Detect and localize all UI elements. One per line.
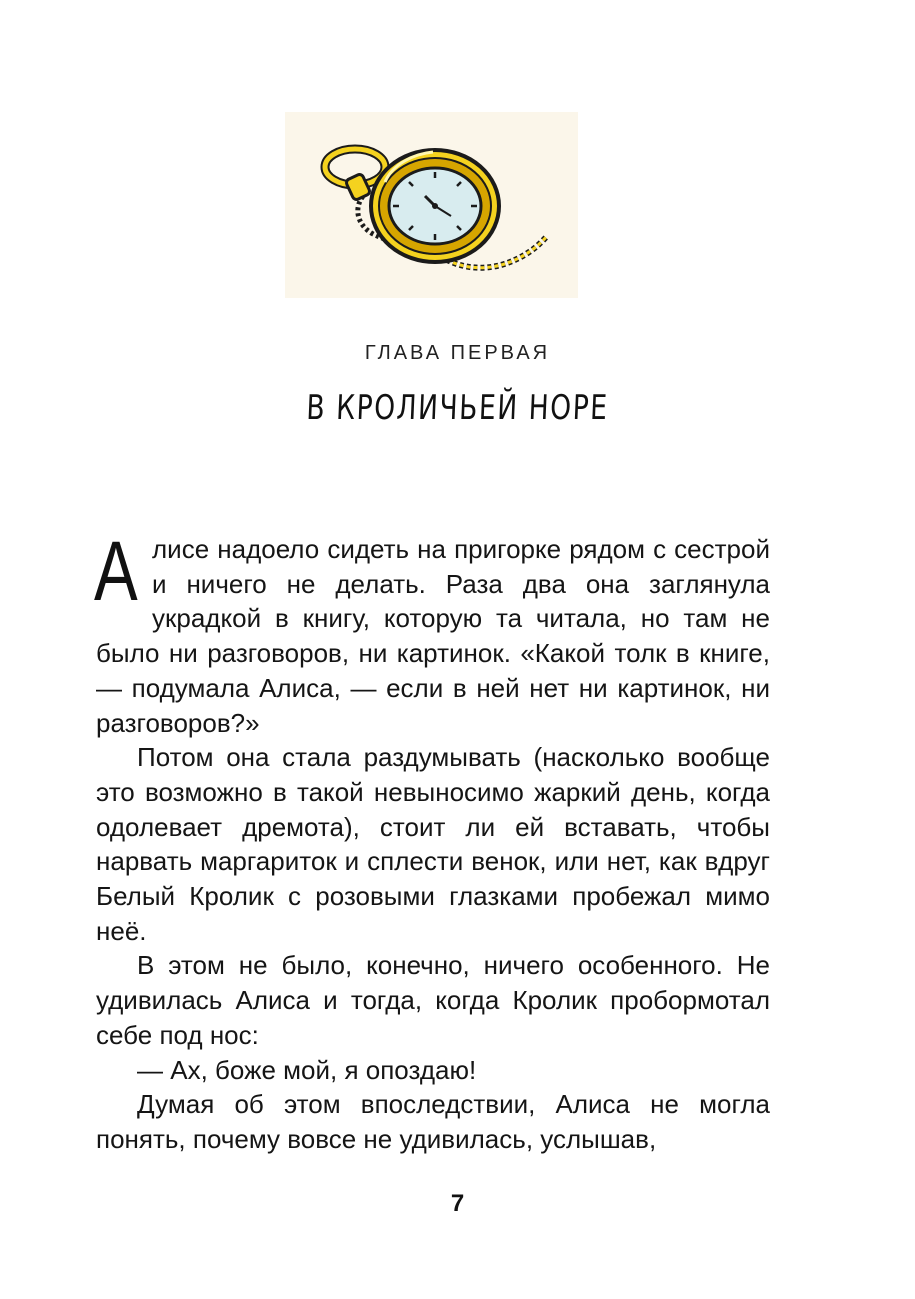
pocket-watch-illustration bbox=[285, 112, 578, 298]
body-text bbox=[94, 524, 770, 1157]
paragraph-1-text: лисе надоело сидеть на пригорке рядом с сестрой и ничего не делать. Раза два она заглянула украдкой в книгу, которую та читала, но там не было ни разговоров, ни картинок. «Какой толк в книге, — подумала Алиса, — если в ней нет ни картинок, ни разговоров?» bbox=[96, 534, 770, 738]
chapter-label: ГЛАВА ПЕРВАЯ bbox=[364, 342, 551, 364]
pocket-watch-icon bbox=[285, 112, 578, 298]
paragraph-1 bbox=[94, 524, 770, 740]
watch-crown bbox=[345, 173, 371, 201]
paragraph-2: Потом она стала раздумывать (насколько вообще это возможно в такой невыносимо жаркий день, когда одолевает дремота), стоит ли ей вставать, чтобы нарвать маргариток и сплести венок, или нет, как вдруг Белый Кролик с розовыми глазками пробежал мимо неё. bbox=[96, 742, 770, 946]
paragraph-5: Думая об этом впоследствии, Алиса не могла понять, почему вовсе не удивилась, услышав, bbox=[96, 1089, 770, 1154]
drop-cap: А bbox=[94, 524, 138, 618]
chapter-title: В КРОЛИЧЬЕЙ НОРЕ bbox=[305, 388, 610, 428]
page-number: 7 bbox=[450, 1190, 465, 1217]
paragraph-3: В этом не было, конечно, ничего особенного. Не удивилась Алиса и тогда, когда Кролик пробормотал себе под нос: bbox=[96, 950, 770, 1050]
paragraph-4: — Ах, боже мой, я опоздаю! bbox=[137, 1054, 477, 1085]
